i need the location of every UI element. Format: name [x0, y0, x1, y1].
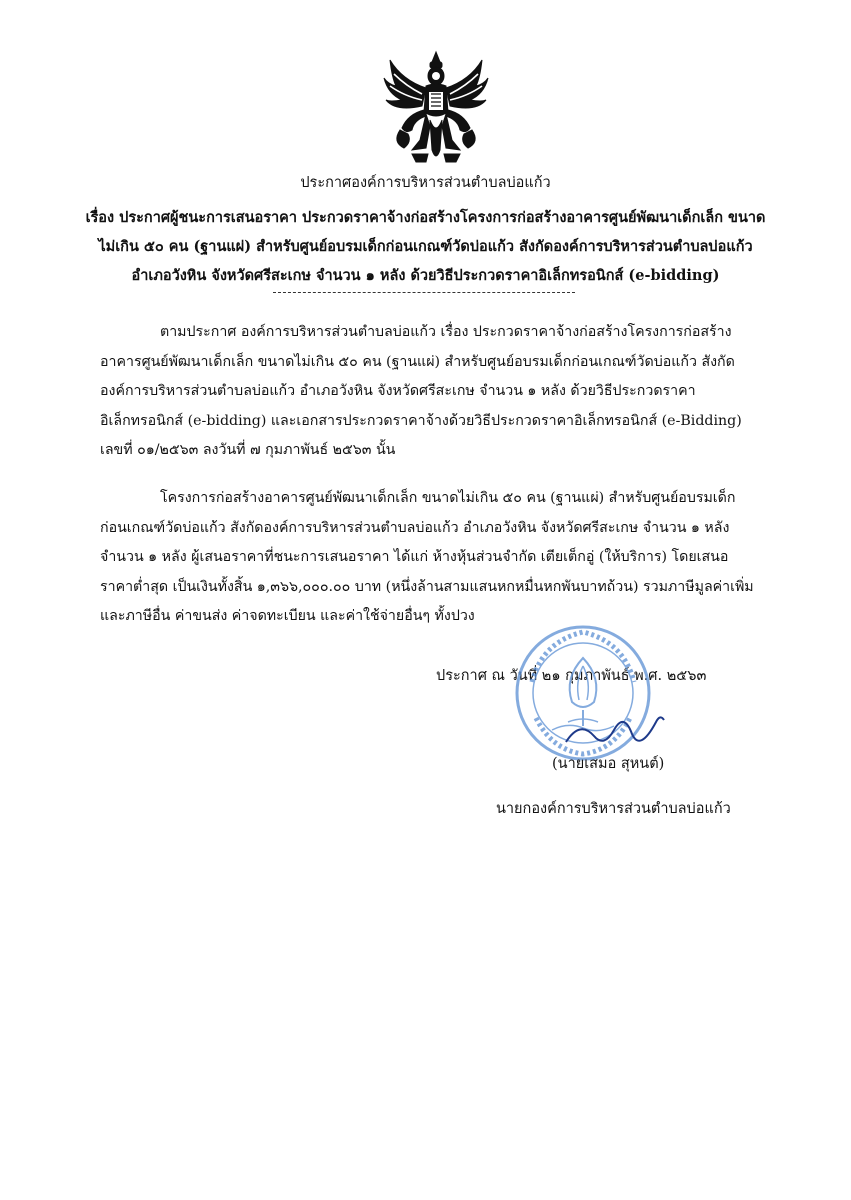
document-subject: เรื่อง ประกาศผู้ชนะการเสนอราคา ประกวดราคาจ้างก่อสร้างโครงการก่อสร้างอาคารศูนย์พัฒนาเด็กเล็ก ขนาดไม่เกิน ๕๐ คน (ฐานแผ่) สำหรับศูนย์อบรมเด็กก่อนเกณฑ์วัดบ่อแก้ว สังกัดองค์การบริหารส่วนตำบลบ่อแก้ว อำเภอวังหิน จังหวัดศรีสะเกษ จำนวน ๑ หลัง ด้วยวิธีประกวดราคาอิเล็กทรอนิกส์ (e-bidding) [85, 209, 766, 284]
signer-position: นายกองค์การบริหารส่วนตำบลบ่อแก้ว [496, 801, 731, 817]
signer-name: (นายเสมอ สุหนต์) [552, 756, 665, 772]
handwritten-signature [560, 700, 670, 760]
dashed-divider [273, 292, 575, 293]
body-paragraph-2: โครงการก่อสร้างอาคารศูนย์พัฒนาเด็กเล็ก ขนาดไม่เกิน ๕๐ คน (ฐานแผ่) สำหรับศูนย์อบรมเด็กก่อนเกณฑ์วัดบ่อแก้ว สังกัดองค์การบริหารส่วนตำบลบ่อแก้ว อำเภอวังหิน จังหวัดศรีสะเกษ จำนวน ๑ หลัง จำนวน ๑ หลัง ผู้เสนอราคาที่ชนะการเสนอราคา ได้แก่ ห้างหุ้นส่วนจำกัด เตียเต็กอู่ (ให้บริการ) โดยเสนอราคาต่ำสุด เป็นเงินทั้งสิ้น ๑,๓๖๖,๐๐๐.๐๐ บาท (หนึ่งล้านสามแสนหกหมื่นหกพันบาทถ้วน) รวมภาษีมูลค่าเพิ่มและภาษีอื่น ค่าขนส่ง ค่าจดทะเบียน และค่าใช้จ่ายอื่นๆ ทั้งปวง [100, 490, 754, 624]
body-paragraph-1: ตามประกาศ องค์การบริหารส่วนตำบลบ่อแก้ว เรื่อง ประกวดราคาจ้างก่อสร้างโครงการก่อสร้างอาคารศูนย์พัฒนาเด็กเล็ก ขนาดไม่เกิน ๕๐ คน (ฐานแผ่) สำหรับศูนย์อบรมเด็กก่อนเกณฑ์วัดบ่อแก้ว สังกัดองค์การบริหารส่วนตำบลบ่อแก้ว อำเภอวังหิน จังหวัดศรีสะเกษ จำนวน ๑ หลัง ด้วยวิธีประกวดราคาอิเล็กทรอนิกส์ (e-bidding) และเอกสารประกวดราคาจ้างด้วยวิธีประกวดราคาอิเล็กทรอนิกส์ (e-Bidding) เลขที่ ๐๑/๒๕๖๓ ลงวันที่ ๗ กุมภาพันธ์ ๒๕๖๓ นั้น [100, 324, 742, 458]
announcement-date: ประกาศ ณ วันที่ ๒๑ กุมภาพันธ์ พ.ศ. ๒๕๖๓ [436, 668, 707, 684]
garuda-emblem-icon [382, 50, 490, 168]
document-title: ประกาศองค์การบริหารส่วนตำบลบ่อแก้ว [300, 175, 551, 191]
